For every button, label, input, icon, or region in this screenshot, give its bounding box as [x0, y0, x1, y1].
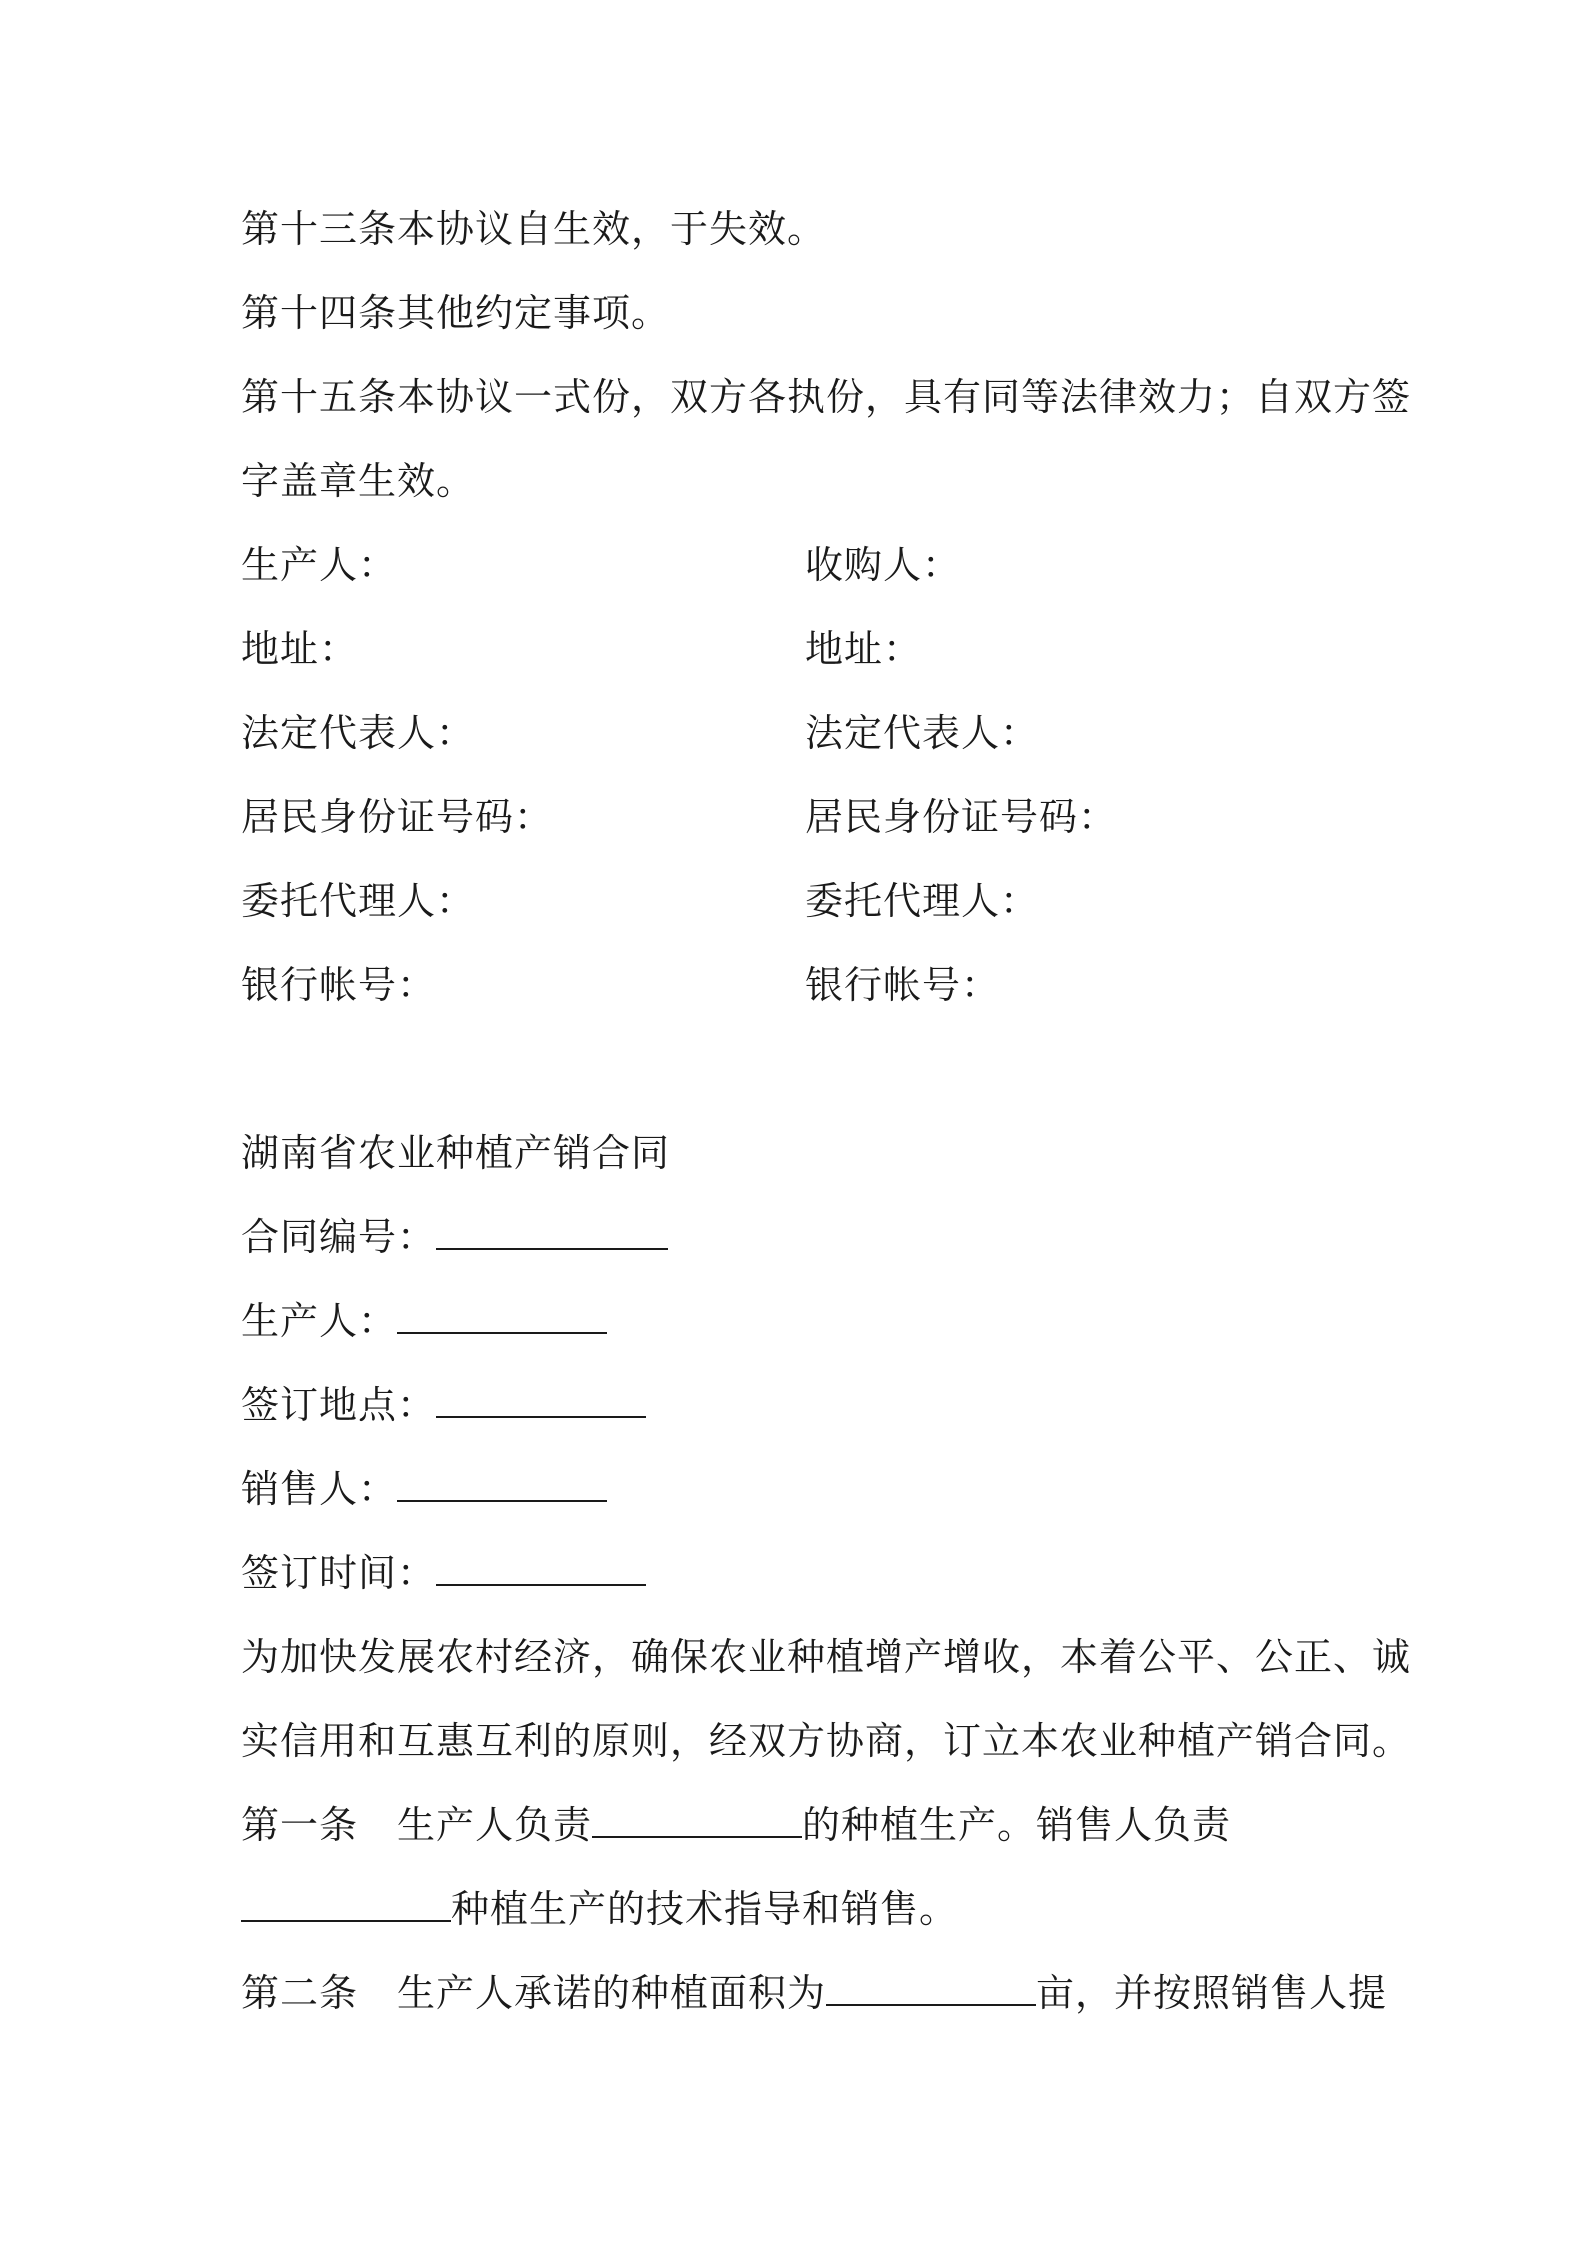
article-14: 第十四条其他约定事项。: [241, 291, 671, 335]
producer-address-label: 地址：: [241, 627, 359, 671]
intro-line-2: 实信用和互惠互利的原则，经双方协商，订立本农业种植产销合同。: [241, 1719, 1412, 1763]
producer-bank-label: 银行帐号：: [241, 963, 437, 1007]
producer-label: 生产人：: [241, 543, 398, 587]
seller-row: [241, 1465, 607, 1513]
contract-title: 湖南省农业种植产销合同: [241, 1131, 671, 1175]
producer-name-label: 生产人：: [241, 1299, 398, 1343]
seller-name-label: 销售人：: [241, 1467, 398, 1511]
seller-name-blank: [397, 1466, 607, 1502]
article-2-line-1: [241, 1969, 1387, 2017]
article-1-line-2-text: 种植生产的技术指导和销售。: [451, 1887, 959, 1931]
contract-number-label: 合同编号：: [241, 1215, 437, 1259]
buyer-bank-label: 银行帐号：: [805, 963, 1001, 1007]
contract-number-blank: [436, 1214, 668, 1250]
producer-name-blank: [397, 1298, 607, 1334]
article-1-crop-blank: [592, 1802, 802, 1838]
article-15-line-1: 第十五条本协议一式份，双方各执份，具有同等法律效力；自双方签: [241, 375, 1412, 419]
article-15-line-2: 字盖章生效。: [241, 459, 476, 503]
buyer-legal-rep-label: 法定代表人：: [805, 711, 1040, 755]
article-1-line-2: [241, 1885, 958, 1933]
buyer-label: 收购人：: [805, 543, 962, 587]
signing-place-blank: [436, 1382, 646, 1418]
article-1-line-1: [241, 1801, 1231, 1849]
producer-agent-label: 委托代理人：: [241, 879, 476, 923]
buyer-id-label: 居民身份证号码：: [805, 795, 1118, 839]
signing-place-label: 签订地点：: [241, 1383, 437, 1427]
time-row: [241, 1549, 646, 1597]
producer-row: [241, 1297, 607, 1345]
article-2-suffix: 亩，并按照销售人提: [1036, 1971, 1388, 2015]
buyer-agent-label: 委托代理人：: [805, 879, 1040, 923]
article-1-prefix: 第一条 生产人负责: [241, 1803, 593, 1847]
article-2-area-blank: [826, 1970, 1036, 2006]
place-row: [241, 1381, 646, 1429]
signing-time-blank: [436, 1550, 646, 1586]
signing-time-label: 签订时间：: [241, 1551, 437, 1595]
article-13: 第十三条本协议自生效，于失效。: [241, 207, 827, 251]
article-1-mid: 的种植生产。销售人负责: [802, 1803, 1232, 1847]
article-2-prefix: 第二条 生产人承诺的种植面积为: [241, 1971, 827, 2015]
buyer-address-label: 地址：: [805, 627, 923, 671]
article-1-seller-blank: [241, 1886, 451, 1922]
producer-id-label: 居民身份证号码：: [241, 795, 554, 839]
producer-legal-rep-label: 法定代表人：: [241, 711, 476, 755]
contract-number-row: [241, 1213, 668, 1261]
intro-line-1: 为加快发展农村经济，确保农业种植增产增收，本着公平、公正、诚: [241, 1635, 1412, 1679]
